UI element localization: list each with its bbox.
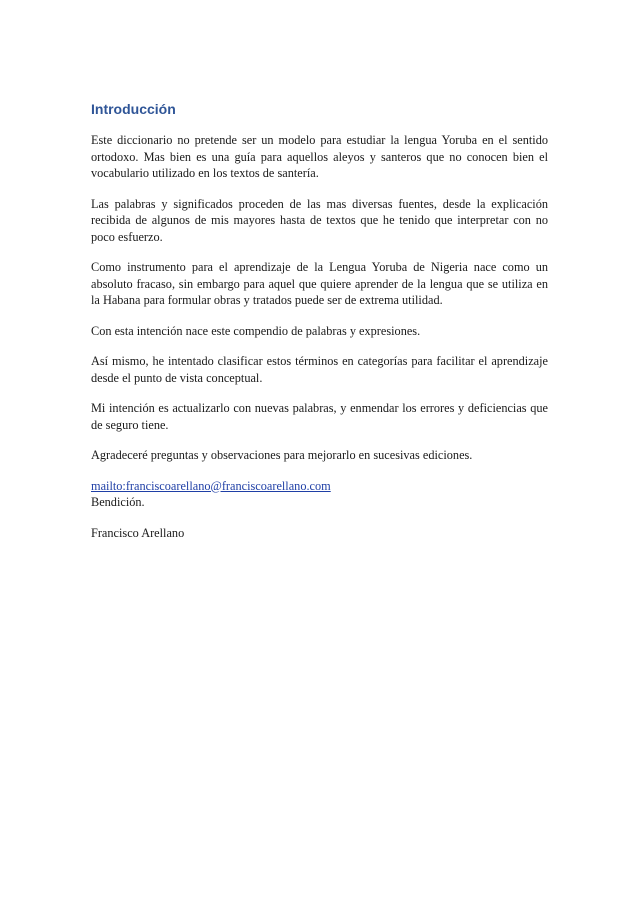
document-title: Introducción [91,101,176,117]
blessing-text: Bendición. [91,495,145,509]
paragraph-compendium: Con esta intención nace este compendio de palabras y expresiones. [91,323,421,338]
paragraph-categories: Así mismo, he intentado clasificar estos términos en categorías para facilitar el aprendizaje desde el punto de vista conceptual. [91,354,548,385]
paragraph-sources: Las palabras y significados proceden de las mas diversas fuentes, desde la explicación recibida de algunos de mis mayores hasta de textos que he tenido que interpretar con no poco esfuerzo. [91,196,548,244]
email-link[interactable]: mailto:franciscoarellano@franciscoarellano.com [91,478,331,493]
signature-name: Francisco Arellano [91,525,185,540]
paragraph-update: Mi intención es actualizarlo con nuevas palabras, y enmendar los errores y deficiencias que de seguro tiene. [91,401,548,432]
paragraph-intro: Este diccionario no pretende ser un modelo para estudiar la lengua Yoruba en el sentido ortodoxo. Mas bien es una guía para aquellos aleyos y santeros que no conocen bien el vocabulario utilizado en los textos de santería. [91,133,548,180]
paragraph-thanks: Agradeceré preguntas y observaciones para mejorarlo en sucesivas ediciones. [91,448,473,462]
paragraph-instrument: Como instrumento para el aprendizaje de la Lengua Yoruba de Nigeria nace como un absoluto fracaso, sin embargo para aquel que quiere aprender de la lengua que se utiliza en la Habana para formular obras y tratados puede ser de extrema utilidad. [91,260,548,307]
signature-block [91,525,548,542]
contact-block [91,478,548,511]
document-page [91,100,548,555]
